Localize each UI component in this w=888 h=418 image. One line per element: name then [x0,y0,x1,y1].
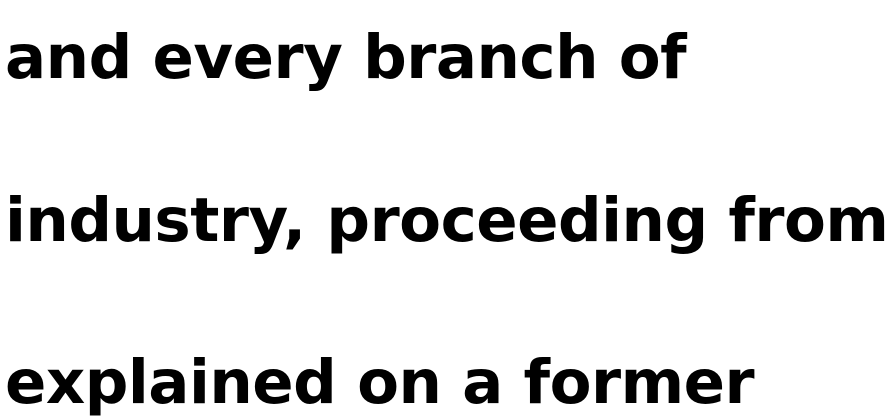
text-line-1: and every branch of [5,22,687,93]
text-line-2: industry, proceeding from [5,185,888,256]
text-line-3: explained on a former [5,347,755,418]
